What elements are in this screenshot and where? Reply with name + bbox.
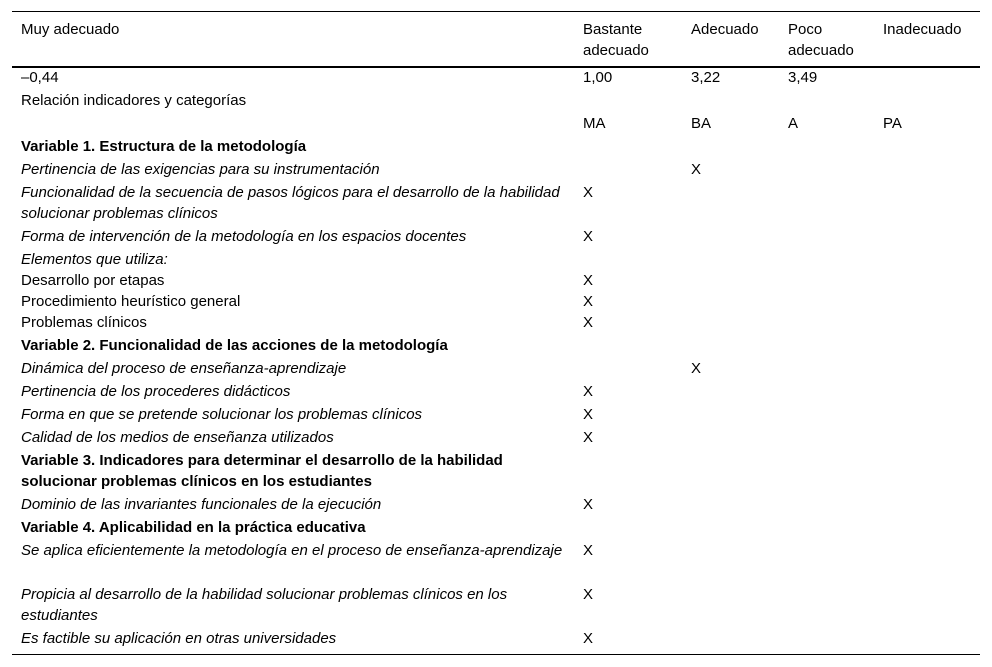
mark-ba: X [691, 360, 702, 377]
mark-ma: X [583, 586, 594, 603]
header-inadecuado: Inadecuado [883, 21, 962, 38]
mark-ma: X [583, 542, 594, 559]
category-pa: PA [883, 115, 902, 132]
cut-points-row [12, 67, 980, 88]
header-bastante-adecuado: Bastante adecuado [583, 21, 649, 59]
indicator-text: Se aplica eficientemente la metodología en el proceso de enseñanza-aprendizaje [21, 542, 563, 559]
variable-heading: Variable 3. Indicadores para determinar el desarrollo de la habilidad solucionar problemas clínicos en los estudiantes [21, 452, 503, 490]
mark-ma: X [583, 630, 594, 647]
element-text: Procedimiento heurístico general [21, 293, 241, 310]
table-header [12, 11, 980, 68]
mark-ma: X [583, 272, 594, 289]
cut-point-3: 3,49 [788, 69, 818, 86]
cut-point-2: 3,22 [691, 69, 721, 86]
indicator-text: Funcionalidad de la secuencia de pasos lógicos para el desarrollo de la habilidad solucionar problemas clínicos [21, 184, 560, 222]
indicator-text: Pertinencia de los procederes didácticos [21, 383, 291, 400]
variable-heading: Variable 1. Estructura de la metodología [21, 138, 307, 155]
mark-ma: X [583, 406, 594, 423]
variable-heading: Variable 4. Aplicabilidad en la práctica educativa [21, 519, 366, 536]
category-ba: BA [691, 115, 712, 132]
indicator-text: Dinámica del proceso de enseñanza-aprendizaje [21, 360, 347, 377]
indicator-text: Elementos que utiliza: [21, 251, 168, 268]
mark-ma: X [583, 496, 594, 513]
indicator-text: Forma de intervención de la metodología en los espacios docentes [21, 228, 467, 245]
cut-point-label: –0,44 [21, 69, 59, 86]
relation-label: Relación indicadores y categorías [21, 92, 247, 109]
header-adecuado: Adecuado [691, 21, 759, 38]
mark-ma: X [583, 293, 594, 310]
indicator-text: Es factible su aplicación en otras universidades [21, 630, 337, 647]
category-ma: MA [583, 115, 606, 132]
element-text: Desarrollo por etapas [21, 272, 165, 289]
variable-heading: Variable 2. Funcionalidad de las acciones de la metodología [21, 337, 448, 354]
category-a: A [788, 115, 799, 132]
header-muy-adecuado: Muy adecuado [21, 21, 120, 38]
indicator-text: Dominio de las invariantes funcionales de la ejecución [21, 496, 382, 513]
indicator-text: Pertinencia de las exigencias para su instrumentación [21, 161, 380, 178]
mark-ma: X [583, 228, 594, 245]
indicator-text: Forma en que se pretende solucionar los problemas clínicos [21, 406, 423, 423]
table-bottom-rule [12, 654, 980, 655]
mark-ba: X [691, 161, 702, 178]
mark-ma: X [583, 383, 594, 400]
cut-point-1: 1,00 [583, 69, 613, 86]
element-text: Problemas clínicos [21, 314, 147, 331]
indicator-text: Calidad de los medios de enseñanza utilizados [21, 429, 334, 446]
header-poco-adecuado: Poco adecuado [788, 21, 854, 59]
mark-ma: X [583, 184, 594, 201]
categories-row [12, 90, 980, 132]
mark-ma: X [583, 429, 594, 446]
indicator-text: Propicia al desarrollo de la habilidad solucionar problemas clínicos en los estudiantes [21, 586, 508, 624]
mark-ma: X [583, 314, 594, 331]
